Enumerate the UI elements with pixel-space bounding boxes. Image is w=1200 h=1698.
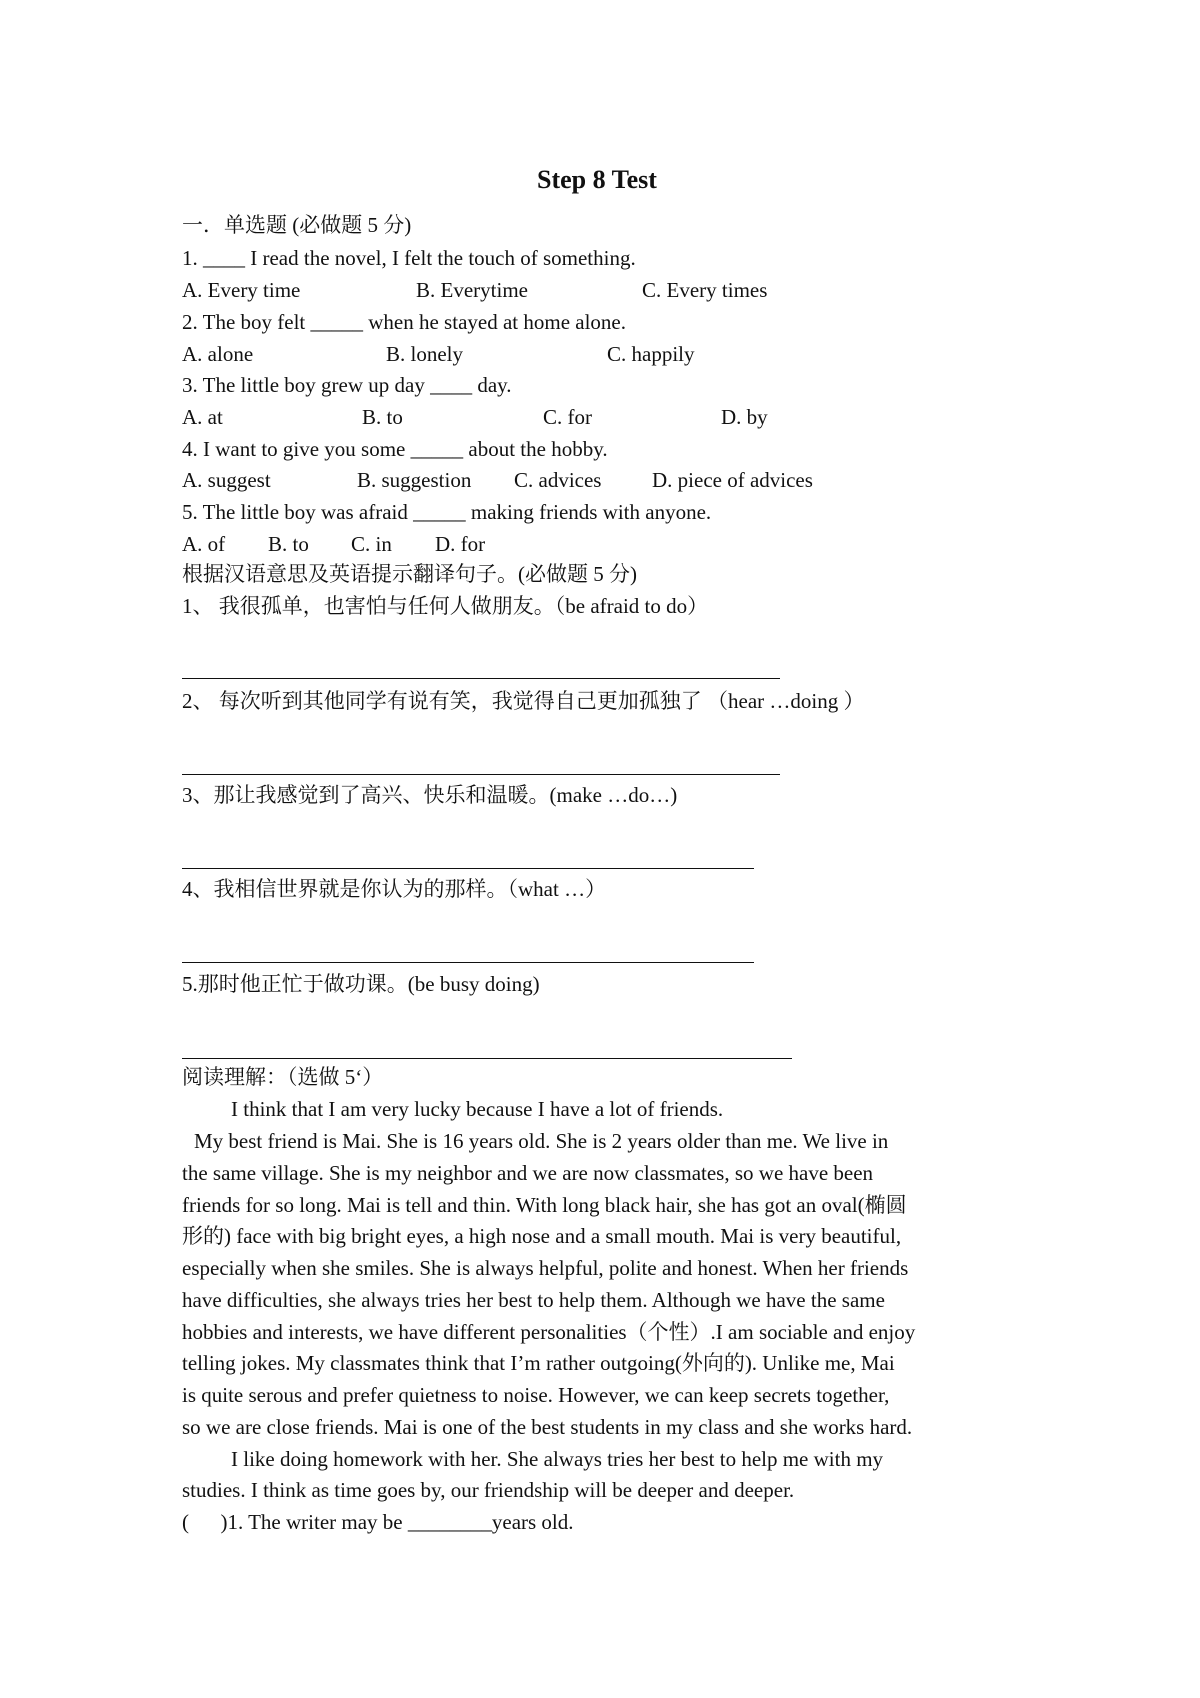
mcq-5-option-b: B. to <box>268 532 309 556</box>
reading-p2-line-10: so we are close friends. Mai is one of the best students in my class and she works hard. <box>182 1415 913 1439</box>
reading-p3-line-2: studies. I think as time goes by, our friendship will be deeper and deeper. <box>182 1478 795 1502</box>
section-heading-reading: 阅读理解：（选做 5‘） <box>182 1065 384 1089</box>
mcq-3-option-c: C. for <box>543 405 592 429</box>
answer-line-5 <box>182 1058 792 1059</box>
mcq-1-option-c: C. Every times <box>642 278 768 302</box>
mcq-2-option-a: A. alone <box>182 342 254 366</box>
reading-p2-line-7: hobbies and interests, we have different personalities（个性）.I am sociable and enjoy <box>182 1320 916 1344</box>
reading-p2-line-9: is quite serous and prefer quietness to noise. However, we can keep secrets together, <box>182 1383 890 1407</box>
translation-prompt-3: 3、那让我感觉到了高兴、快乐和温暖。(make …do…) <box>182 783 678 807</box>
reading-p2-line-8: telling jokes. My classmates think that I’m rather outgoing(外向的). Unlike me, Mai <box>182 1351 895 1375</box>
reading-question-1: ( )1. The writer may be ________years old. <box>182 1510 574 1534</box>
mcq-question-2: 2. The boy felt _____ when he stayed at home alone. <box>182 310 626 334</box>
mcq-3-option-a: A. at <box>182 405 223 429</box>
section-heading-translation: 根据汉语意思及英语提示翻译句子。(必做题 5 分) <box>182 562 637 586</box>
reading-p3-line-1: I like doing homework with her. She always tries her best to help me with my <box>231 1447 884 1471</box>
section-heading-multiple-choice: 一．单选题 (必做题 5 分) <box>182 213 412 237</box>
mcq-question-4: 4. I want to give you some _____ about the hobby. <box>182 437 608 461</box>
mcq-5-option-a: A. of <box>182 532 226 556</box>
page-title: Step 8 Test <box>537 165 657 194</box>
reading-p2-line-5: especially when she smiles. She is always helpful, polite and honest. When her friends <box>182 1256 909 1280</box>
mcq-4-option-c: C. advices <box>514 468 602 492</box>
mcq-4-option-b: B. suggestion <box>357 468 472 492</box>
answer-line-1 <box>182 678 780 679</box>
reading-p2-line-2: the same village. She is my neighbor and we are now classmates, so we have been <box>182 1161 874 1185</box>
reading-paragraph-1: I think that I am very lucky because I have a lot of friends. <box>231 1097 724 1121</box>
mcq-1-option-a: A. Every time <box>182 278 301 302</box>
translation-prompt-1: 1、 我很孤单，也害怕与任何人做朋友。（be afraid to do） <box>182 594 709 618</box>
mcq-5-option-d: D. for <box>435 532 486 556</box>
reading-p2-line-4: 形的) face with big bright eyes, a high nose and a small mouth. Mai is very beautiful, <box>182 1224 902 1248</box>
translation-prompt-5: 5.那时他正忙于做功课。(be busy doing) <box>182 972 540 996</box>
answer-line-4 <box>182 962 754 963</box>
mcq-1-option-b: B. Everytime <box>416 278 528 302</box>
mcq-3-option-b: B. to <box>362 405 403 429</box>
answer-line-2 <box>182 774 780 775</box>
mcq-question-1: 1. ____ I read the novel, I felt the touch of something. <box>182 246 636 270</box>
reading-p2-line-3: friends for so long. Mai is tell and thin. With long black hair, she has got an oval(椭圆 <box>182 1193 907 1217</box>
mcq-question-5: 5. The little boy was afraid _____ making friends with anyone. <box>182 500 712 524</box>
mcq-4-option-d: D. piece of advices <box>652 468 813 492</box>
mcq-2-option-c: C. happily <box>607 342 695 366</box>
answer-line-3 <box>182 868 754 869</box>
mcq-4-option-a: A. suggest <box>182 468 271 492</box>
reading-p2-line-1: My best friend is Mai. She is 16 years old. She is 2 years older than me. We live in <box>194 1129 889 1153</box>
reading-p2-line-6: have difficulties, she always tries her best to help them. Although we have the same <box>182 1288 885 1312</box>
translation-prompt-2: 2、 每次听到其他同学有说有笑，我觉得自己更加孤独了 （hear …doing ） <box>182 689 865 713</box>
translation-prompt-4: 4、我相信世界就是你认为的那样。（what …） <box>182 877 607 901</box>
mcq-5-option-c: C. in <box>351 532 392 556</box>
mcq-2-option-b: B. lonely <box>386 342 463 366</box>
mcq-3-option-d: D. by <box>721 405 768 429</box>
mcq-question-3: 3. The little boy grew up day ____ day. <box>182 373 512 397</box>
